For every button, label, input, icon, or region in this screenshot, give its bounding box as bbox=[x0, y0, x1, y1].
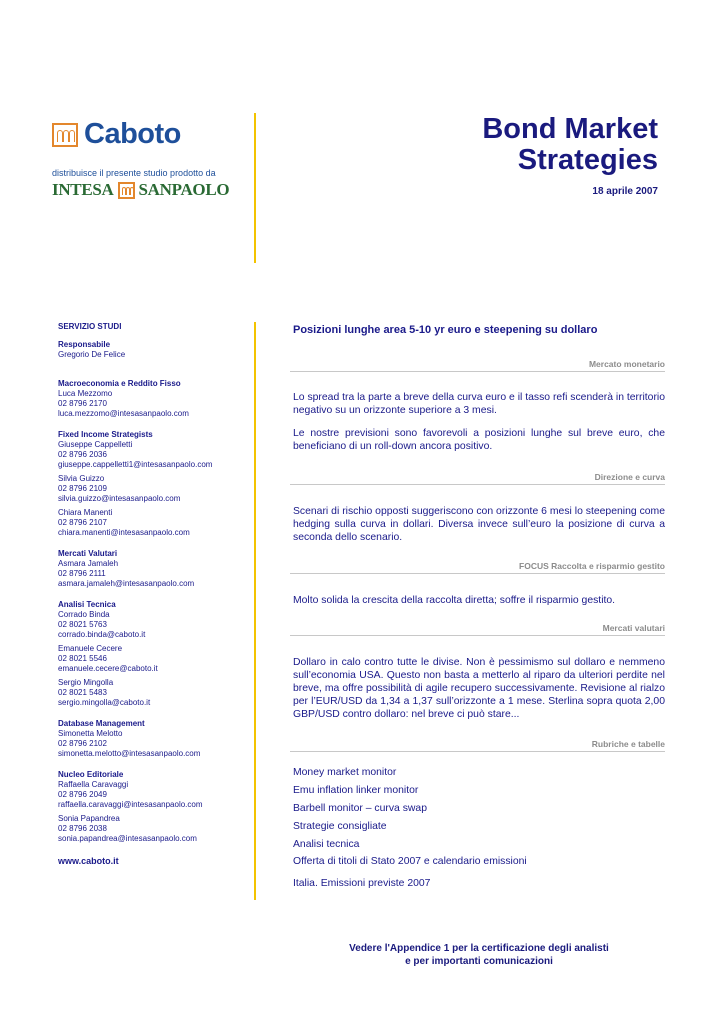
intesa-sanpaolo-logo bbox=[52, 180, 229, 200]
contact-group bbox=[58, 549, 248, 589]
contact-email[interactable]: simonetta.melotto@intesasanpaolo.com bbox=[58, 749, 201, 758]
section-mercati-valutari: Mercati valutari bbox=[290, 623, 665, 636]
contact-email[interactable]: asmara.jamaleh@intesasanpaolo.com bbox=[58, 579, 195, 588]
contact-person bbox=[58, 729, 248, 759]
contact-email[interactable]: silvia.guizzo@intesasanpaolo.com bbox=[58, 494, 181, 503]
contact-person bbox=[58, 389, 248, 419]
paragraph-mm-1: Lo spread tra la parte a breve della curva euro e il tasso refi scenderà in territorio negativo su un orizzonte superiore a 3 mesi. bbox=[293, 392, 665, 416]
paragraph-mm-2: Le nostre previsioni sono favorevoli a posizioni lunghe sul breve euro, che beneficiano di un roll-down ancora positivo. bbox=[293, 428, 665, 452]
paragraph-focus: Molto solida la crescita della raccolta diretta; soffre il risparmio gestito. bbox=[293, 595, 616, 606]
contact-group bbox=[58, 379, 248, 419]
isp-left-word: INTESA bbox=[52, 180, 114, 199]
distribution-note: distribuisce il presente studio prodotto da bbox=[52, 168, 216, 178]
contact-email[interactable]: corrado.binda@caboto.it bbox=[58, 630, 146, 639]
contact-email[interactable]: luca.mezzomo@intesasanpaolo.com bbox=[58, 409, 189, 418]
contact-email[interactable]: emanuele.cecere@caboto.it bbox=[58, 664, 158, 673]
paragraph-dc: Scenari di rischio opposti suggeriscono con orizzonte 6 mesi lo steepening come hedging sulla curva in dollari. Diversa invece sull’euro la posizione di curva a seconda dello scenario. bbox=[293, 506, 665, 543]
disclaimer-line-1: Vedere l'Appendice 1 per la certificazione degli analisti bbox=[349, 943, 609, 954]
contact-person bbox=[58, 440, 248, 470]
contact-phone: 02 8021 5763 bbox=[58, 620, 107, 629]
contact-group bbox=[58, 770, 248, 844]
sidebar-contacts bbox=[58, 322, 248, 855]
contact-person bbox=[58, 508, 248, 538]
contact-email[interactable]: raffaella.caravaggi@intesasanpaolo.com bbox=[58, 800, 203, 809]
headline: Posizioni lunghe area 5-10 yr euro e steepening su dollaro bbox=[293, 324, 598, 336]
contact-person bbox=[58, 610, 248, 640]
contact-phone: 02 8796 2170 bbox=[58, 399, 107, 408]
contact-phone: 02 8796 2038 bbox=[58, 824, 107, 833]
group-heading: Database Management bbox=[58, 719, 145, 728]
responsabile-label: Responsabile bbox=[58, 340, 111, 349]
contact-phone: 02 8796 2109 bbox=[58, 484, 107, 493]
list-item[interactable]: Money market monitor bbox=[293, 767, 397, 778]
caboto-logo bbox=[52, 118, 181, 151]
contact-phone: 02 8021 5483 bbox=[58, 688, 107, 697]
contact-group bbox=[58, 600, 248, 708]
publication-date: 18 aprile 2007 bbox=[592, 186, 658, 197]
contact-email[interactable]: sergio.mingolla@caboto.it bbox=[58, 698, 151, 707]
contact-phone: 02 8796 2111 bbox=[58, 569, 106, 578]
contact-phone: 02 8796 2049 bbox=[58, 790, 107, 799]
contact-phone: 02 8796 2107 bbox=[58, 518, 107, 527]
contact-name: Emanuele Cecere bbox=[58, 644, 123, 653]
list-item[interactable]: Emu inflation linker monitor bbox=[293, 785, 419, 796]
group-heading: Fixed Income Strategists bbox=[58, 430, 153, 439]
contact-email[interactable]: sonia.papandrea@intesasanpaolo.com bbox=[58, 834, 197, 843]
contact-group bbox=[58, 430, 248, 538]
disclaimer-line-2: e per importanti comunicazioni bbox=[405, 956, 553, 967]
title-line-2: Strategies bbox=[517, 144, 658, 176]
title-line-1: Bond Market bbox=[482, 113, 658, 145]
list-item[interactable]: Italia. Emissioni previste 2007 bbox=[293, 878, 431, 889]
main-content bbox=[293, 322, 665, 890]
paragraph-mv: Dollaro in calo contro tutte le divise. Non è pessimismo sul dollaro e nemmeno sull’economia USA. Questo non basta a metterlo al riparo da ulteriori perdite nel breve, ma offre possibilità di agile recupero successivamente. Revisione al rialzo per l’EUR/USD da 1,34 a 1,37 sull’orizzonte a 1 mese. Sterlina sopra quota 2,00 GBP/USD contro dollaro: nel breve ci può stare... bbox=[293, 657, 665, 720]
contact-phone: 02 8796 2036 bbox=[58, 450, 107, 459]
disclaimer-footer bbox=[293, 942, 665, 968]
rubriche-list bbox=[293, 766, 665, 890]
contact-name: Corrado Binda bbox=[58, 610, 110, 619]
contact-phone: 02 8796 2102 bbox=[58, 739, 107, 748]
contact-person bbox=[58, 559, 248, 589]
contact-name: Sonia Papandrea bbox=[58, 814, 120, 823]
contact-person bbox=[58, 678, 248, 708]
responsabile-name: Gregorio De Felice bbox=[58, 350, 126, 359]
contact-group bbox=[58, 719, 248, 759]
caboto-wordmark: Caboto bbox=[84, 118, 181, 150]
contact-email[interactable]: chiara.manenti@intesasanpaolo.com bbox=[58, 528, 190, 537]
contact-person bbox=[58, 780, 248, 810]
list-item[interactable]: Barbell monitor – curva swap bbox=[293, 803, 427, 814]
group-heading: Analisi Tecnica bbox=[58, 600, 116, 609]
website-link[interactable]: www.caboto.it bbox=[58, 856, 119, 866]
section-focus: FOCUS Raccolta e risparmio gestito bbox=[290, 561, 665, 574]
isp-right-word: SANPAOLO bbox=[138, 180, 230, 199]
contact-person bbox=[58, 814, 248, 844]
contact-phone: 02 8021 5546 bbox=[58, 654, 107, 663]
divider-main bbox=[254, 322, 256, 900]
contact-person bbox=[58, 474, 248, 504]
group-heading: Nucleo Editoriale bbox=[58, 770, 124, 779]
service-heading: SERVIZIO STUDI bbox=[58, 322, 122, 331]
page-title bbox=[482, 114, 658, 176]
caboto-mark-icon bbox=[52, 123, 78, 147]
contact-name: Silvia Guizzo bbox=[58, 474, 105, 483]
list-item[interactable]: Strategie consigliate bbox=[293, 821, 387, 832]
group-heading: Macroeconomia e Reddito Fisso bbox=[58, 379, 181, 388]
contact-name: Simonetta Melotto bbox=[58, 729, 123, 738]
contact-name: Luca Mezzomo bbox=[58, 389, 113, 398]
section-mercato-monetario: Mercato monetario bbox=[290, 359, 665, 372]
contact-name: Raffaella Caravaggi bbox=[58, 780, 129, 789]
isp-mark-icon bbox=[118, 182, 135, 199]
contact-name: Chiara Manenti bbox=[58, 508, 113, 517]
section-rubriche: Rubriche e tabelle bbox=[290, 739, 665, 752]
contact-person bbox=[58, 644, 248, 674]
list-item[interactable]: Analisi tecnica bbox=[293, 839, 360, 850]
contact-email[interactable]: giuseppe.cappelletti1@intesasanpaolo.com bbox=[58, 460, 213, 469]
group-heading: Mercati Valutari bbox=[58, 549, 118, 558]
contact-name: Sergio Mingolla bbox=[58, 678, 114, 687]
contact-name: Giuseppe Cappelletti bbox=[58, 440, 133, 449]
list-item[interactable]: Offerta di titoli di Stato 2007 e calendario emissioni bbox=[293, 856, 527, 867]
contact-name: Asmara Jamaleh bbox=[58, 559, 119, 568]
section-direzione-curva: Direzione e curva bbox=[290, 472, 665, 485]
divider-top bbox=[254, 113, 256, 263]
